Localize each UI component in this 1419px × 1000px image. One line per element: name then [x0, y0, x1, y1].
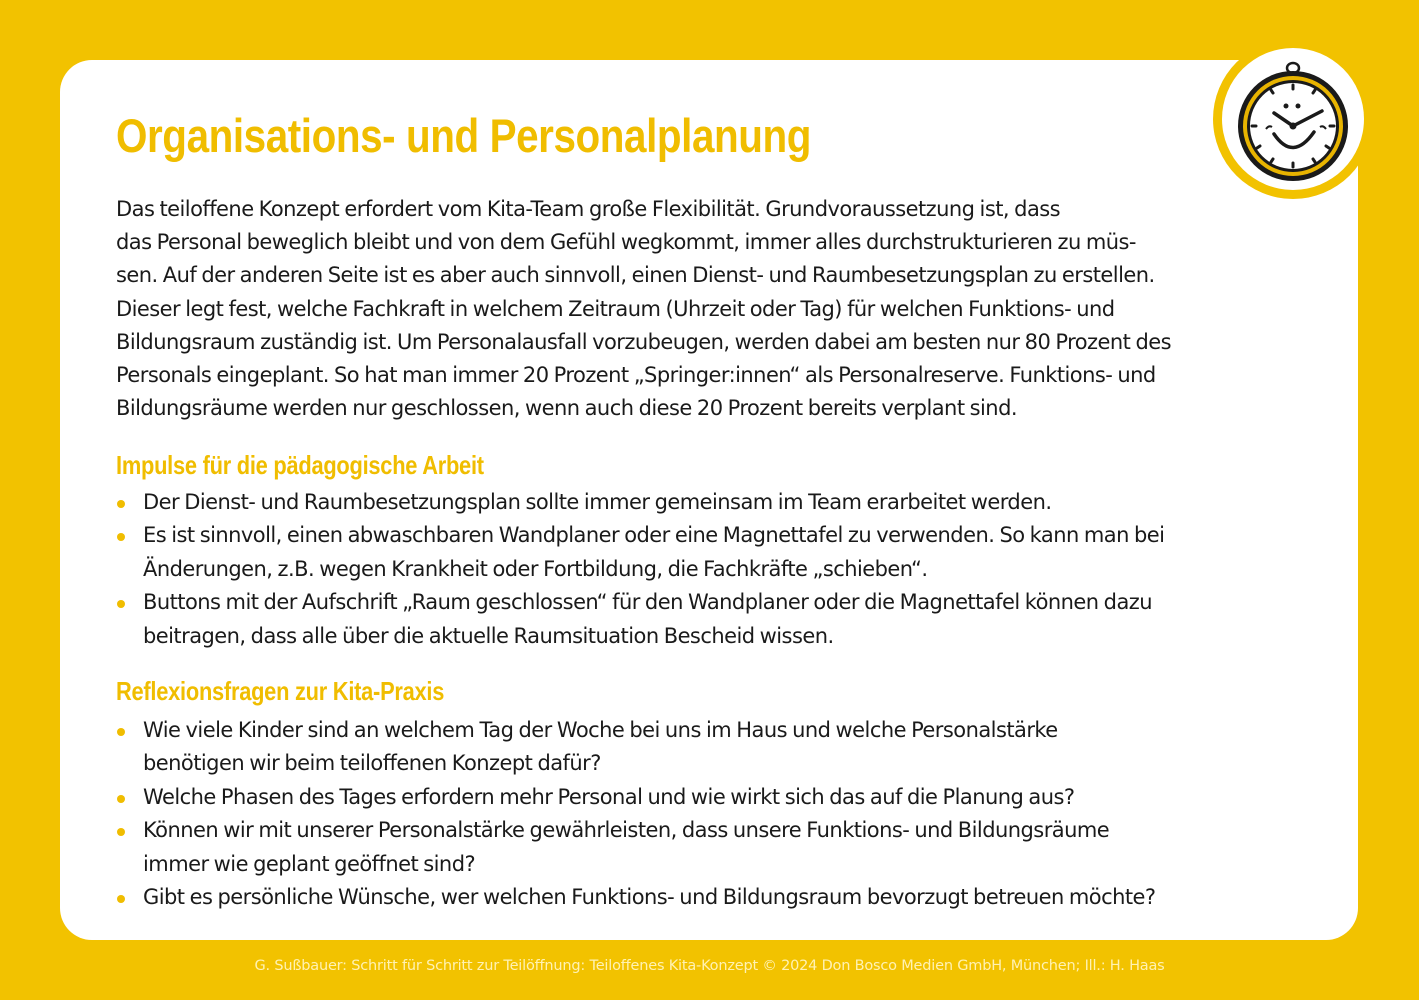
list-item: Wie viele Kinder sind an welchem Tag der Woche bei uns im Haus und welche Personalstärke benötigen wir beim teiloffenen Konzept dafür? — [116, 714, 1156, 781]
intro-line: Bildungsräume werden nur geschlossen, wenn auch diese 20 Prozent bereits verplant sind. — [116, 396, 1017, 421]
bullet-icon — [117, 500, 125, 508]
bullet-icon — [117, 533, 125, 541]
bullet-icon — [117, 795, 125, 803]
bullet-icon — [117, 600, 125, 608]
impulse-list — [116, 486, 1164, 653]
list-item: Der Dienst- und Raumbesetzungsplan sollte immer gemeinsam im Team erarbeitet werden. — [116, 486, 1164, 519]
section-heading-reflexion: Reflexionsfragen zur Kita-Praxis — [116, 676, 445, 706]
list-item: Es ist sinnvoll, einen abwaschbaren Wandplaner oder eine Magnettafel zu verwenden. So kann man bei Änderungen, z.B. wegen Krankheit oder Fortbildung, die Fachkräfte „schieben“. — [116, 519, 1164, 586]
intro-line: sen. Auf der anderen Seite ist es aber auch sinnvoll, einen Dienst- und Raumbesetzungsplan zu erstellen. — [116, 263, 1155, 288]
section-heading-impulse: Impulse für die pädagogische Arbeit — [116, 450, 484, 480]
intro-line: Personals eingeplant. So hat man immer 20 Prozent „Springer:innen“ als Personalreserve. Funktions- und — [116, 363, 1156, 388]
clock-badge — [1213, 39, 1373, 199]
bullet-icon — [117, 728, 125, 736]
page-title: Organisations- und Personalplanung — [116, 109, 812, 162]
intro-line: Dieser legt fest, welche Fachkraft in welchem Zeitraum (Uhrzeit oder Tag) für welchen Funktions- und — [116, 296, 1115, 321]
intro-line: das Personal beweglich bleibt und von dem Gefühl wegkommt, immer alles durchstrukturieren zu müs- — [116, 230, 1136, 255]
list-item: Buttons mit der Aufschrift „Raum geschlossen“ für den Wandplaner oder die Magnettafel können dazu beitragen, dass alle über die aktuelle Raumsituation Bescheid wissen. — [116, 586, 1164, 653]
copyright-footer: G. Sußbauer: Schritt für Schritt zur Teilöffnung: Teiloffenes Kita-Konzept © 2024 Don Bosco Medien GmbH, München; Ill.: H. Haas — [254, 958, 1165, 974]
intro-line: Bildungsraum zuständig ist. Um Personalausfall vorzubeugen, werden dabei am besten nur 80 Prozent des — [116, 329, 1171, 354]
intro-line: Das teiloffene Konzept erfordert vom Kita-Team große Flexibilität. Grundvoraussetzung ist, dass — [116, 197, 1061, 221]
list-item: Können wir mit unserer Personalstärke gewährleisten, dass unsere Funktions- und Bildungsräume immer wie geplant geöffnet sind? — [116, 814, 1156, 881]
bullet-icon — [117, 895, 125, 903]
bullet-icon — [117, 828, 125, 836]
list-item: Gibt es persönliche Wünsche, wer welchen Funktions- und Bildungsraum bevorzugt betreuen möchte? — [116, 881, 1156, 914]
list-item: Welche Phasen des Tages erfordern mehr Personal und wie wirkt sich das auf die Planung aus? — [116, 781, 1156, 814]
smiling-clock-icon — [1222, 48, 1364, 190]
reflexion-list — [116, 714, 1156, 914]
intro-paragraph — [116, 193, 1326, 425]
